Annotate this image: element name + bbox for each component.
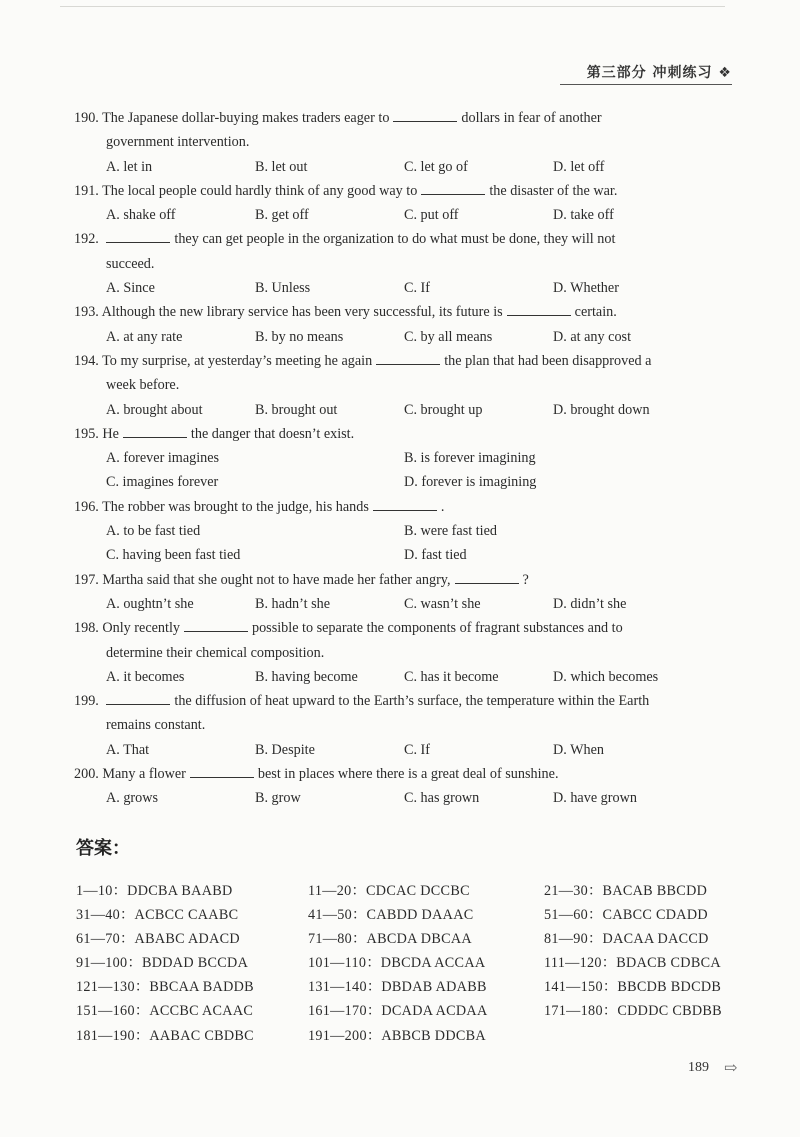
question-text-after-blank: the danger that doesn’t exist. <box>190 425 355 442</box>
question-stem <box>74 495 738 519</box>
answer-key-entry: 11—20：CDCAC DCCBC <box>308 883 470 899</box>
option-d: D. forever is imagining <box>404 474 537 491</box>
question-stem <box>74 568 738 592</box>
option-b: B. having become <box>255 668 358 685</box>
question-text-after-blank: possible to separate the components of fragrant substances and to <box>251 620 623 637</box>
option-d: D. didn’t she <box>553 595 627 612</box>
question-text-before-blank: He <box>102 425 119 442</box>
question-stem <box>74 179 738 203</box>
option-a: A. brought about <box>106 401 203 418</box>
question-number: 191. <box>74 182 99 199</box>
question-text-after-blank: dollars in fear of another <box>461 110 602 126</box>
answer-key-entry: 151—160：ACCBC ACAAC <box>76 1003 254 1020</box>
option-d: D. let off <box>553 158 605 175</box>
option-a: A. That <box>106 741 150 758</box>
option-b: B. Unless <box>255 280 311 297</box>
option-c: C. imagines forever <box>106 474 219 491</box>
answer-blank <box>106 228 170 243</box>
question-text-after-blank: the plan that had been disapproved a <box>444 352 652 369</box>
answer-key-entry: 21—30：BACAB BBCDD <box>544 883 708 899</box>
question-number: 197. <box>74 571 99 588</box>
question-item <box>74 227 738 300</box>
question-text-after-blank: best in places where there is a great deal of sunshine. <box>257 766 559 783</box>
answer-key-entry: 111—120：BDACB CDBCA <box>544 955 721 972</box>
option-b: B. Despite <box>255 741 315 758</box>
question-list <box>74 106 738 811</box>
option-b: B. is forever imagining <box>404 450 536 467</box>
option-c: C. having been fast tied <box>106 547 241 564</box>
question-item <box>74 568 738 617</box>
option-a: A. shake off <box>106 207 176 224</box>
question-item <box>74 106 738 179</box>
question-number: 193. <box>74 304 99 321</box>
options-row <box>74 325 738 349</box>
answer-key-entry: 161—170：DCADA ACDAA <box>308 1003 488 1020</box>
question-item <box>74 495 738 568</box>
question-stem <box>74 689 738 713</box>
answer-key-entry: 181—190：AABAC CBDBC <box>76 1027 254 1044</box>
option-c: C. has it become <box>404 668 499 685</box>
options-row <box>74 592 738 616</box>
question-text-after-blank: ? <box>522 571 529 588</box>
question-text-before-blank: To my surprise, at yesterday’s meeting he again <box>102 352 373 369</box>
option-c: C. let go of <box>404 158 468 175</box>
answer-blank <box>507 301 571 316</box>
question-number: 200. <box>74 766 99 783</box>
option-a: A. forever imagines <box>106 450 220 467</box>
question-stem <box>74 349 738 373</box>
options-row <box>74 738 738 762</box>
question-continuation: week before. <box>106 377 180 394</box>
question-stem <box>74 106 738 130</box>
option-d: D. brought down <box>553 401 650 418</box>
question-text-before-blank: Martha said that she ought not to have made her father angry, <box>102 571 451 588</box>
answer-key-entry: 51—60：CABCC CDADD <box>544 907 708 924</box>
top-rule <box>60 6 725 7</box>
answer-key-entry: 61—70：ABABC ADACD <box>76 931 240 948</box>
question-text-before-blank: The Japanese dollar-buying makes traders eager to <box>102 110 390 126</box>
options-row <box>74 446 738 495</box>
options-row <box>74 155 738 179</box>
answer-key-entry: 91—100：BDDAD BCCDA <box>76 955 249 972</box>
question-item <box>74 616 738 689</box>
option-b: B. brought out <box>255 401 338 418</box>
question-text-before-blank: Many a flower <box>102 766 186 783</box>
option-b: B. were fast tied <box>404 523 497 540</box>
answer-blank <box>184 617 248 632</box>
section-header: 第三部分 冲刺练习 ❖ <box>586 65 732 81</box>
question-stem <box>74 616 738 640</box>
option-a: A. oughtn’t she <box>106 595 194 612</box>
question-number: 190. <box>74 110 99 126</box>
question-item <box>74 422 738 495</box>
option-a: A. grows <box>106 790 159 807</box>
answer-key-entry: 121—130：BBCAA BADDB <box>76 979 254 996</box>
question-continuation: determine their chemical composition. <box>106 644 325 661</box>
page-number: 189 <box>688 1060 709 1075</box>
options-row <box>74 398 738 422</box>
answer-key-entry: 31—40：ACBCC CAABC <box>76 907 239 924</box>
option-d: D. When <box>553 741 604 758</box>
answer-blank <box>376 350 440 365</box>
question-text-before-blank: Only recently <box>102 620 180 637</box>
question-number: 194. <box>74 352 99 369</box>
question-number: 199. <box>74 693 99 710</box>
options-row <box>74 786 738 810</box>
question-item <box>74 762 738 811</box>
option-d: D. fast tied <box>404 547 467 564</box>
header-rule <box>560 84 732 85</box>
option-a: A. it becomes <box>106 668 185 685</box>
answer-key-entry: 191—200：ABBCB DDCBA <box>308 1027 486 1044</box>
answer-blank <box>455 569 519 584</box>
option-c: C. If <box>404 741 431 758</box>
options-row <box>74 276 738 300</box>
question-continuation: succeed. <box>106 255 155 272</box>
options-row <box>74 519 738 568</box>
option-b: B. hadn’t she <box>255 595 331 612</box>
option-a: A. let in <box>106 158 153 175</box>
answers-title: 答案： <box>76 838 130 859</box>
answer-key-entry: 101—110：DBCDA ACCAA <box>308 955 486 972</box>
question-number: 195. <box>74 425 99 442</box>
option-b: B. grow <box>255 790 301 807</box>
answer-key-entry: 171—180：CDDDC CBDBB <box>544 1003 722 1020</box>
option-b: B. let out <box>255 158 308 175</box>
question-text-after-blank: they can get people in the organization to do what must be done, they will not <box>174 231 616 248</box>
question-number: 196. <box>74 498 99 515</box>
question-stem <box>74 300 738 324</box>
question-continuation: government intervention. <box>106 134 250 151</box>
option-c: C. by all means <box>404 328 493 345</box>
option-c: C. brought up <box>404 401 483 418</box>
options-row <box>74 203 738 227</box>
option-d: D. have grown <box>553 790 637 807</box>
question-text-after-blank: the disaster of the war. <box>489 182 618 199</box>
option-c: C. If <box>404 280 431 297</box>
question-text-after-blank: the diffusion of heat upward to the Earth’s surface, the temperature within the Earth <box>174 693 650 710</box>
answer-blank <box>393 107 457 122</box>
question-item <box>74 689 738 762</box>
answer-key-entry: 131—140：DBDAB ADABB <box>308 979 487 996</box>
answer-key-entry: 71—80：ABCDA DBCAA <box>308 931 472 948</box>
answer-key-entry: 1—10：DDCBA BAABD <box>76 883 233 899</box>
answer-blank <box>421 180 485 195</box>
question-stem <box>74 422 738 446</box>
option-d: D. Whether <box>553 280 619 297</box>
options-row <box>74 665 738 689</box>
question-item <box>74 179 738 228</box>
question-item <box>74 300 738 349</box>
option-c: C. put off <box>404 207 459 224</box>
answers-grid <box>76 882 756 1045</box>
answer-key-entry: 141—150：BBCDB BDCDB <box>544 979 722 996</box>
question-number: 192. <box>74 231 99 248</box>
right-arrow-icon: ⇨ <box>724 1060 738 1077</box>
question-text-after-blank: . <box>440 498 445 515</box>
question-text-before-blank: Although the new library service has been very successful, its future is <box>101 304 503 321</box>
question-text-after-blank: certain. <box>574 304 617 321</box>
answer-key-entry: 41—50：CABDD DAAAC <box>308 907 474 924</box>
question-text-before-blank: The robber was brought to the judge, his hands <box>102 498 369 515</box>
answer-blank <box>190 763 254 778</box>
question-stem <box>74 762 738 786</box>
question-text-before-blank: The local people could hardly think of any good way to <box>102 182 418 199</box>
answer-blank <box>373 496 437 511</box>
answer-blank <box>123 423 187 438</box>
option-d: D. take off <box>553 207 614 224</box>
option-c: C. wasn’t she <box>404 595 481 612</box>
question-number: 198. <box>74 620 99 637</box>
option-d: D. which becomes <box>553 668 659 685</box>
option-d: D. at any cost <box>553 328 632 345</box>
answer-key-entry: 81—90：DACAA DACCD <box>544 931 709 948</box>
question-stem <box>74 227 738 251</box>
question-item <box>74 349 738 422</box>
option-a: A. to be fast tied <box>106 523 201 540</box>
question-continuation: remains constant. <box>106 717 206 734</box>
answer-blank <box>106 690 170 705</box>
option-a: A. Since <box>106 280 155 297</box>
option-b: B. get off <box>255 207 309 224</box>
option-a: A. at any rate <box>106 328 183 345</box>
option-c: C. has grown <box>404 790 480 807</box>
option-b: B. by no means <box>255 328 344 345</box>
